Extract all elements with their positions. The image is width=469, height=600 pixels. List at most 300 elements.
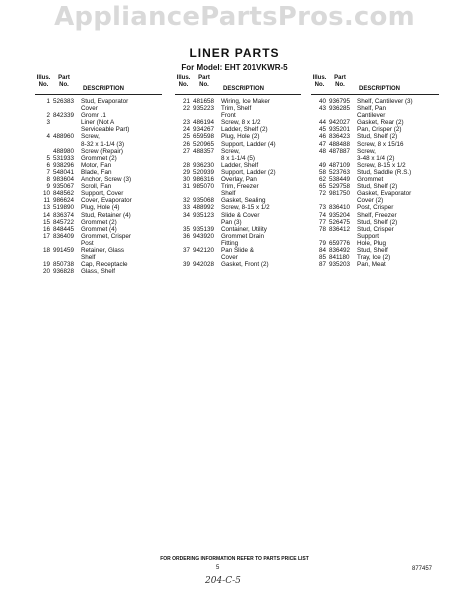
illus-number: 1 [46, 98, 50, 105]
illus-number: 87 [318, 261, 326, 269]
part-description: Gasket, Front (2) [221, 261, 269, 269]
illus-number: 44 [318, 119, 326, 127]
table-row [175, 162, 301, 169]
part-description: 3-48 x 1/4 (2) [357, 154, 395, 162]
illus-number [35, 105, 53, 112]
part-description: Screw, 8-15 x 1/2 [357, 161, 406, 169]
parts-column-2 [175, 73, 301, 268]
table-row [35, 105, 162, 112]
parts-column-3 [311, 73, 439, 268]
illus-number: 30 [182, 176, 190, 184]
part-description: Ladder, Shelf [221, 161, 259, 169]
part-description: Front [221, 112, 236, 120]
table-row [311, 233, 439, 240]
illus-number [175, 219, 193, 226]
illus-number: 29 [182, 168, 190, 176]
part-description: Scroll, Fan [81, 183, 112, 191]
part-description: Retainer, Glass [81, 246, 125, 254]
table-row [175, 183, 301, 190]
table-row [175, 204, 301, 211]
part-number: 488960 [53, 133, 75, 141]
illus-number: 22 [182, 105, 190, 113]
table-row [311, 155, 439, 162]
illus-number: 37 [182, 246, 190, 254]
parts-rows [35, 98, 162, 275]
illus-number [311, 112, 329, 119]
part-description: Post [81, 239, 94, 247]
part-description: Cover [221, 254, 238, 262]
illus-number: 8 [46, 176, 50, 184]
table-row [175, 148, 301, 155]
part-description: Container, Utility [221, 225, 267, 233]
part-description: Screw, [357, 147, 376, 155]
table-row [35, 197, 162, 204]
table-row [311, 133, 439, 140]
table-row [175, 226, 301, 233]
illus-number: 74 [318, 211, 326, 219]
part-description: Grommet, Crisper [81, 232, 132, 240]
part-number [53, 105, 81, 112]
part-description: Screw, 8 x 15/16 [357, 140, 404, 148]
part-number [53, 126, 81, 133]
illus-number: 78 [318, 225, 326, 233]
description-header: DESCRIPTION [359, 86, 401, 92]
table-row [175, 119, 301, 126]
part-number: 935223 [193, 105, 215, 113]
illus-number: 32 [182, 197, 190, 205]
illus-number: 43 [318, 105, 326, 113]
table-row [35, 219, 162, 226]
part-description: Gasket, Evaporator [357, 190, 412, 198]
part-number: 526383 [53, 98, 75, 105]
part-number: 836423 [329, 133, 351, 141]
table-row [175, 112, 301, 119]
illus-number: 31 [182, 183, 190, 191]
watermark: AppliancePartsPros.com [54, 2, 415, 32]
table-row [311, 190, 439, 197]
illus-number [311, 233, 329, 240]
table-row [35, 247, 162, 254]
table-row [35, 212, 162, 219]
model-line: For Model: EHT 201VKWR-5 [181, 63, 288, 72]
part-header: Part No. [198, 75, 210, 88]
table-row [35, 204, 162, 211]
illus-number [175, 190, 193, 197]
illus-number: 79 [318, 239, 326, 247]
table-row [35, 155, 162, 162]
table-row [35, 133, 162, 140]
part-description: Plug, Hole (4) [81, 204, 120, 212]
part-description: Stud, Shelf (2) [357, 218, 398, 226]
table-row [311, 98, 439, 105]
part-description: Shelf [81, 254, 96, 262]
part-description: Anchor, Screw (3) [81, 176, 132, 184]
part-number: 936828 [53, 268, 75, 276]
illus-number: 26 [182, 140, 190, 148]
part-description: 8 x 1-1/4 (5) [221, 154, 255, 162]
table-row [175, 155, 301, 162]
part-number: 488357 [193, 147, 215, 155]
illus-number [35, 254, 53, 261]
part-description: Trim, Shelf [221, 105, 252, 113]
part-number: 986624 [53, 197, 75, 205]
part-description: Stud, Shelf [357, 246, 388, 254]
illus-number: 19 [42, 261, 50, 269]
part-number: 836412 [329, 225, 351, 233]
table-row [35, 183, 162, 190]
part-description: Grommet [357, 176, 384, 184]
part-description: Blade, Fan [81, 168, 112, 176]
table-row [35, 112, 162, 119]
part-description: Support [357, 232, 380, 240]
illus-number [35, 141, 53, 148]
table-row [175, 240, 301, 247]
column-header [311, 73, 439, 95]
part-description: Overlay, Pan [221, 176, 257, 184]
part-number: 526475 [329, 218, 351, 226]
illus-number: 73 [318, 204, 326, 212]
part-number: 848445 [53, 225, 75, 233]
part-number: 523763 [329, 168, 351, 176]
part-number [53, 240, 81, 247]
part-description: Pan Slide & [221, 246, 254, 254]
table-row [311, 254, 439, 261]
handwritten-note: 204-C-5 [205, 576, 241, 586]
part-description: Stud, Crisper [357, 225, 394, 233]
part-number: 538449 [329, 176, 351, 184]
table-row [175, 261, 301, 268]
part-number: 481658 [193, 98, 215, 105]
table-row [311, 126, 439, 133]
illus-number [311, 197, 329, 204]
part-number [53, 119, 81, 126]
part-number: 986316 [193, 176, 215, 184]
part-number [329, 197, 357, 204]
part-number: 520965 [193, 140, 215, 148]
illus-number [35, 126, 53, 133]
illus-number: 28 [182, 161, 190, 169]
document-code: 877457 [412, 566, 433, 572]
description-header: DESCRIPTION [83, 86, 125, 92]
illus-number: 13 [42, 204, 50, 212]
part-number: 488992 [193, 204, 215, 212]
part-number: 935203 [329, 261, 351, 269]
illus-number: 39 [182, 261, 190, 269]
illus-number: 23 [182, 119, 190, 127]
part-description: Screw, 8-15 x 1/2 [221, 204, 270, 212]
illus-number: 62 [318, 176, 326, 184]
part-description: Serviceable Part) [81, 126, 130, 134]
illus-number [35, 240, 53, 247]
part-description: Post, Crisper [357, 204, 394, 212]
part-number: 842339 [53, 112, 75, 120]
illus-number: 10 [42, 190, 50, 198]
illus-number: 3 [46, 119, 50, 127]
illus-number: 15 [42, 218, 50, 226]
illus-header: Illus. No. [176, 75, 191, 88]
part-number: 659776 [329, 239, 351, 247]
part-number: 935204 [329, 211, 351, 219]
part-number [329, 233, 357, 240]
table-row [175, 169, 301, 176]
illus-number [175, 155, 193, 162]
column-header [35, 73, 162, 95]
part-description: Wiring, Ice Maker [221, 98, 270, 105]
illus-number: 34 [182, 211, 190, 219]
illus-number: 49 [318, 161, 326, 169]
part-number: 836410 [329, 204, 351, 212]
part-description: Pan, Crisper (2) [357, 126, 402, 134]
page-title: LINER PARTS [189, 46, 280, 60]
table-row [311, 112, 439, 119]
part-description: Stud, Retainer (4) [81, 211, 131, 219]
table-row [35, 240, 162, 247]
part-number: 991459 [53, 246, 75, 254]
table-row [311, 197, 439, 204]
part-number: 935139 [193, 225, 215, 233]
column-header [175, 73, 301, 95]
part-number: 488980 [53, 147, 75, 155]
table-row [35, 119, 162, 126]
illus-number: 47 [318, 140, 326, 148]
part-number: 529758 [329, 183, 351, 191]
part-number: 487109 [329, 161, 351, 169]
illus-number: 2 [46, 112, 50, 120]
part-description: Tray, Ice (2) [357, 254, 391, 262]
part-number: 836374 [53, 211, 75, 219]
part-number: 836409 [53, 232, 75, 240]
table-row [35, 261, 162, 268]
part-description: Liner (Not A [81, 119, 115, 127]
illus-number: 25 [182, 133, 190, 141]
illus-number: 6 [46, 161, 50, 169]
part-number [329, 155, 357, 162]
part-number: 938296 [53, 161, 75, 169]
part-description: Shelf, Freezer [357, 211, 397, 219]
illus-number [35, 148, 53, 155]
table-row [175, 98, 301, 105]
part-description: Ladder, Shelf (2) [221, 126, 268, 134]
part-description: Gromr .1 [81, 112, 106, 120]
table-row [175, 105, 301, 112]
table-row [311, 204, 439, 211]
illus-number [175, 254, 193, 261]
table-row [175, 126, 301, 133]
part-description: Shelf, Pan [357, 105, 387, 113]
part-number [193, 219, 221, 226]
part-header: Part No. [58, 75, 70, 88]
table-row [311, 119, 439, 126]
table-row [35, 126, 162, 133]
part-description: Shelf, Cantilever (3) [357, 98, 413, 105]
ordering-footer: FOR ORDERING INFORMATION REFER TO PARTS PRICE LIST [160, 556, 309, 562]
illus-number: 85 [318, 254, 326, 262]
description-header: DESCRIPTION [223, 86, 265, 92]
part-number [53, 141, 81, 148]
table-row [175, 233, 301, 240]
part-description: Screw, [81, 133, 100, 141]
part-description: Cantilever [357, 112, 386, 120]
part-number [53, 254, 81, 261]
part-number: 519890 [53, 204, 75, 212]
table-row [35, 169, 162, 176]
illus-number [175, 112, 193, 119]
illus-header: Illus. No. [36, 75, 51, 88]
part-description: Stud, Saddle (R.S.) [357, 168, 412, 176]
table-row [175, 247, 301, 254]
part-description: Gasket, Rear (2) [357, 119, 404, 127]
part-number: 936795 [329, 98, 351, 105]
part-description: Screw, [221, 147, 240, 155]
part-number: 520939 [193, 168, 215, 176]
table-row [175, 176, 301, 183]
illus-number: 77 [318, 218, 326, 226]
table-row [35, 233, 162, 240]
table-row [35, 226, 162, 233]
table-row [311, 226, 439, 233]
part-description: Cover [81, 105, 98, 113]
part-number: 935123 [193, 211, 215, 219]
table-row [35, 148, 162, 155]
table-row [175, 254, 301, 261]
illus-number: 36 [182, 232, 190, 240]
table-row [311, 240, 439, 247]
parts-rows [175, 98, 301, 268]
part-number: 942028 [193, 261, 215, 269]
part-description: Hole, Plug [357, 239, 387, 247]
part-number: 935068 [193, 197, 215, 205]
part-number: 981750 [329, 190, 351, 198]
page-number: 5 [216, 565, 220, 571]
part-description: Motor, Fan [81, 161, 112, 169]
part-description: Pan (3) [221, 218, 242, 226]
table-row [311, 162, 439, 169]
part-number: 936285 [329, 105, 351, 113]
illus-number [311, 155, 329, 162]
table-row [175, 219, 301, 226]
illus-header: Illus. No. [312, 75, 327, 88]
illus-number: 20 [42, 268, 50, 276]
part-number: 850738 [53, 261, 75, 269]
part-number: 985070 [193, 183, 215, 191]
part-number [193, 155, 221, 162]
parts-rows [311, 98, 439, 268]
illus-number: 24 [182, 126, 190, 134]
part-number: 488488 [329, 140, 351, 148]
illus-number: 11 [43, 197, 50, 205]
table-row [311, 105, 439, 112]
part-description: Cap, Receptacle [81, 261, 128, 269]
illus-number: 45 [318, 126, 326, 134]
table-row [311, 219, 439, 226]
table-row [311, 183, 439, 190]
part-description: Fitting [221, 239, 239, 247]
table-row [311, 261, 439, 268]
illus-number: 9 [46, 183, 50, 191]
illus-number: 33 [182, 204, 190, 212]
part-description: Support, Ladder (2) [221, 168, 276, 176]
part-description: Cover, Evaporator [81, 197, 132, 205]
table-row [175, 197, 301, 204]
table-row [175, 141, 301, 148]
table-row [35, 190, 162, 197]
part-number: 942027 [329, 119, 351, 127]
part-description: Trim, Freezer [221, 183, 259, 191]
illus-number: 65 [318, 183, 326, 191]
illus-number: 7 [46, 168, 50, 176]
illus-number: 27 [182, 147, 190, 155]
part-description: Plug, Hole (2) [221, 133, 260, 141]
illus-number: 58 [318, 168, 326, 176]
table-row [175, 212, 301, 219]
table-row [35, 98, 162, 105]
part-description: Grommet (2) [81, 218, 117, 226]
illus-number: 72 [318, 190, 326, 198]
illus-number: 5 [46, 154, 50, 162]
parts-column-1 [35, 73, 162, 275]
part-number: 836492 [329, 246, 351, 254]
illus-number: 46 [318, 133, 326, 141]
illus-number: 17 [42, 232, 50, 240]
part-number: 845722 [53, 218, 75, 226]
part-description: Support, Ladder (4) [221, 140, 276, 148]
illus-number: 21 [182, 98, 190, 105]
part-number: 531933 [53, 154, 75, 162]
illus-number [175, 240, 193, 247]
part-number [329, 112, 357, 119]
table-row [311, 212, 439, 219]
part-description: Screw (Repair) [81, 147, 123, 155]
part-description: Stud, Shelf (2) [357, 133, 398, 141]
part-number [193, 254, 221, 261]
part-number: 983604 [53, 176, 75, 184]
part-number: 934267 [193, 126, 215, 134]
table-row [175, 133, 301, 140]
part-description: Grommet (2) [81, 154, 117, 162]
part-number: 548041 [53, 168, 75, 176]
part-description: 8-32 x 1-1/4 (3) [81, 140, 125, 148]
part-number: 486194 [193, 119, 215, 127]
part-number: 935201 [329, 126, 351, 134]
table-row [311, 247, 439, 254]
part-description: Screw, 8 x 1/2 [221, 119, 261, 127]
part-description: Grommet Drain [221, 232, 265, 240]
part-number: 487887 [329, 147, 351, 155]
illus-number: 4 [46, 133, 50, 141]
part-description: Shelf [221, 190, 236, 198]
part-header: Part No. [334, 75, 346, 88]
part-description: Grommet (4) [81, 225, 117, 233]
table-row [35, 254, 162, 261]
illus-number: 18 [42, 246, 50, 254]
part-description: Pan, Meat [357, 261, 386, 269]
part-description: Support, Cover [81, 190, 124, 198]
part-description: Slide & Cover [221, 211, 260, 219]
part-number: 659598 [193, 133, 215, 141]
table-row [35, 162, 162, 169]
table-row [175, 190, 301, 197]
table-row [311, 141, 439, 148]
part-number [193, 240, 221, 247]
illus-number: 48 [318, 147, 326, 155]
part-number: 942120 [193, 246, 215, 254]
table-row [35, 176, 162, 183]
part-description: Stud, Shelf (2) [357, 183, 398, 191]
illus-number: 40 [318, 98, 326, 105]
part-number: 935067 [53, 183, 75, 191]
part-description: Glass, Shelf [81, 268, 115, 276]
part-number [193, 112, 221, 119]
